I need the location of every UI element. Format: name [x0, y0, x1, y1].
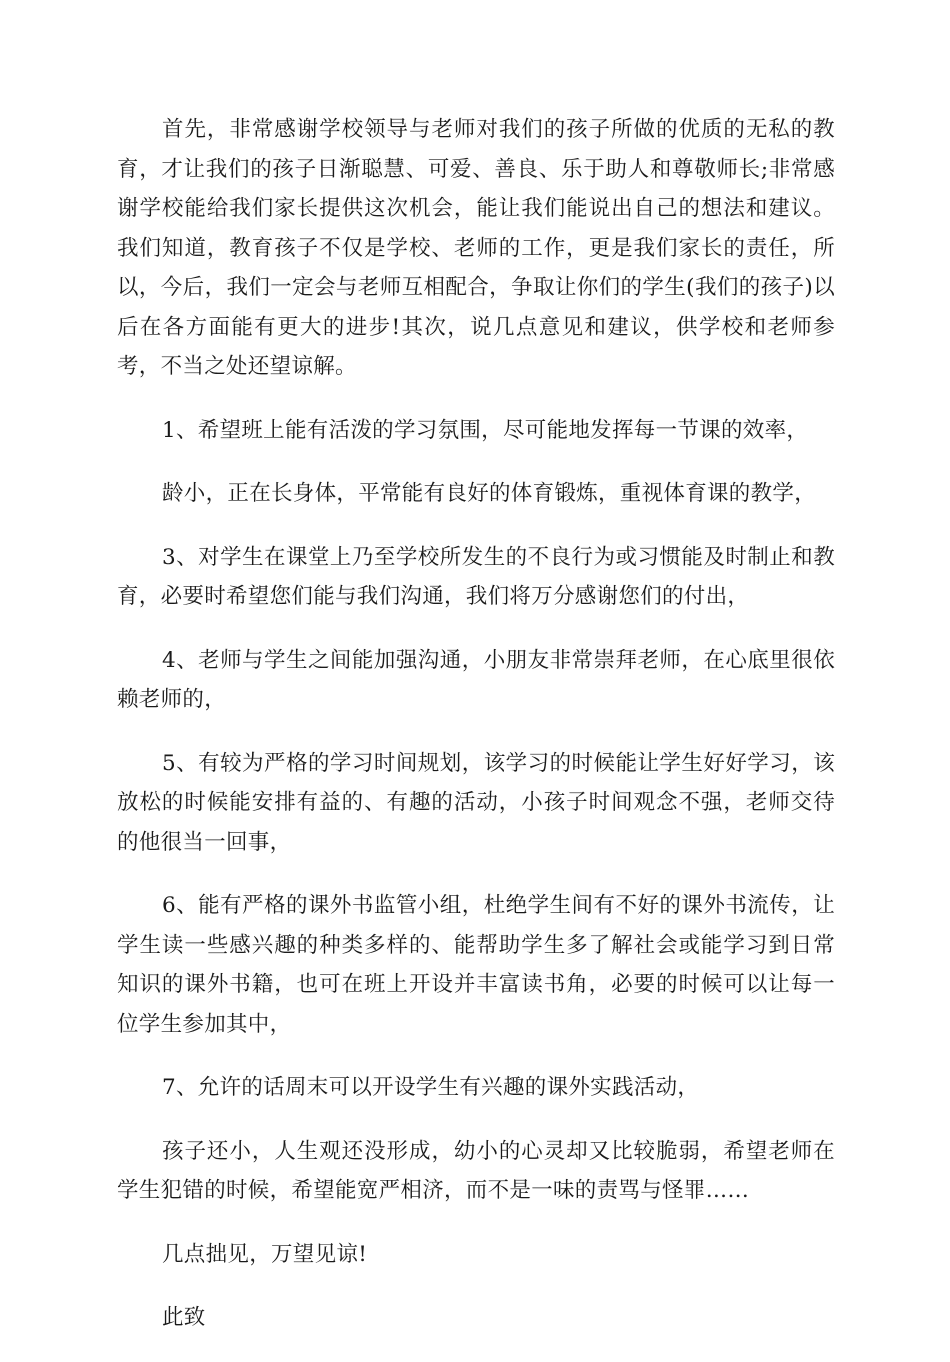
intro-paragraph: 首先，非常感谢学校领导与老师对我们的孩子所做的优质的无私的教育，才让我们的孩子日渐聪慧、可爱、善良、乐于助人和尊敬师长;非常感谢学校能给我们家长提供这次机会，能让我们能说出自己的想法和建议。我们知道，教育孩子不仅是学校、老师的工作，更是我们家长的责任，所以，今后，我们一定会与老师互相配合，争取让你们的学生(我们的孩子)以后在各方面能有更大的进步!其次，说几点意见和建议，供学校和老师参考，不当之处还望谅解。	[117, 117, 835, 379]
salutation: 此致	[162, 1305, 206, 1330]
suggestion-4: 4、老师与学生之间能加强沟通，小朋友非常崇拜老师，在心底里很依赖老师的，	[117, 647, 835, 712]
document-body	[117, 110, 835, 1362]
humble-remark: 几点拙见，万望见谅!	[162, 1241, 368, 1267]
suggestion-2-fragment: 龄小，正在长身体，平常能有良好的体育锻炼，重视体育课的教学，	[162, 481, 817, 506]
suggestion-6: 6、能有严格的课外书监管小组，杜绝学生间有不好的课外书流传，让学生读一些感兴趣的种类多样的、能帮助学生多了解社会或能学习到日常知识的课外书籍，也可在班上开设并丰富读书角，必要的时候可以让每一位学生参加其中，	[117, 893, 835, 1037]
suggestion-3: 3、对学生在课堂上乃至学校所发生的不良行为或习惯能及时制止和教育，必要时希望您们能与我们沟通，我们将万分感谢您们的付出，	[117, 544, 835, 609]
suggestion-1: 1、希望班上能有活泼的学习氛围，尽可能地发挥每一节课的效率，	[162, 417, 809, 443]
suggestion-5: 5、有较为严格的学习时间规划，该学习的时候能让学生好好学习，该放松的时候能安排有益的、有趣的活动，小孩子时间观念不强，老师交待的他很当一回事，	[117, 750, 835, 855]
suggestion-7: 7、允许的话周末可以开设学生有兴趣的课外实践活动，	[162, 1075, 700, 1100]
closing-paragraph: 孩子还小，人生观还没形成，幼小的心灵却又比较脆弱，希望老师在学生犯错的时候，希望能宽严相济，而不是一味的责骂与怪罪……	[117, 1138, 835, 1203]
